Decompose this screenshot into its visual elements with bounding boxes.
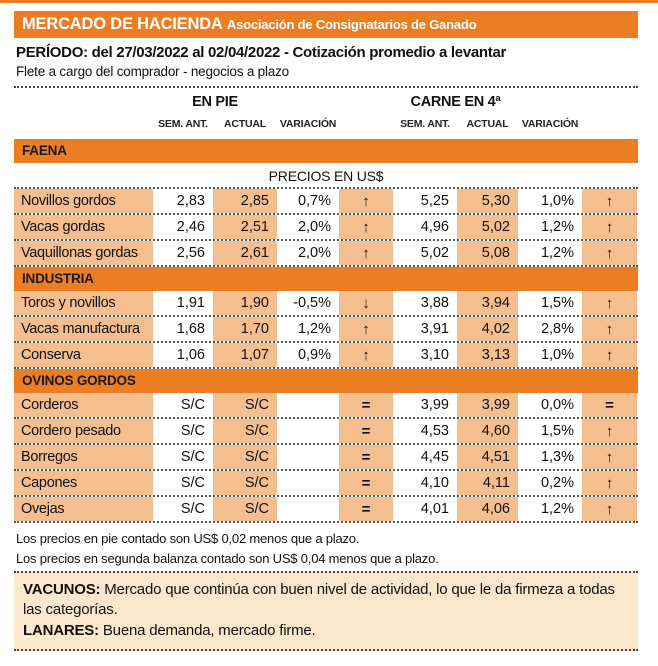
value-cell: 2,0%: [277, 215, 339, 239]
trend-indicator: ↑: [339, 189, 393, 213]
period-line: PERÍODO: del 27/03/2022 al 02/04/2022 - Cotización promedio a levantar: [16, 44, 507, 61]
trend-indicator: ↑: [582, 241, 637, 265]
trend-indicator: =: [339, 471, 393, 495]
summary-lanares: [23, 621, 629, 641]
value-cell: S/C: [153, 393, 213, 417]
value-cell: 0,2%: [518, 471, 582, 495]
value-cell: S/C: [153, 471, 213, 495]
summary-vacunos-text: Mercado que continúa con buen nivel de actividad, lo que le da firmeza a todas las categorías.: [23, 581, 615, 619]
value-cell: 0,9%: [277, 343, 339, 367]
value-cell: 1,0%: [518, 343, 582, 367]
column-headers: [14, 90, 638, 134]
table-row: [14, 241, 638, 267]
value-cell: S/C: [213, 497, 277, 521]
trend-indicator: =: [339, 393, 393, 417]
col-actual-2: ACTUAL: [466, 118, 509, 130]
trend-indicator: ↑: [582, 497, 637, 521]
value-cell: S/C: [213, 419, 277, 443]
trend-indicator: =: [339, 497, 393, 521]
value-cell: 1,06: [153, 343, 213, 367]
value-cell: 1,68: [153, 317, 213, 341]
value-cell: 4,11: [457, 471, 518, 495]
table-row: [14, 471, 638, 497]
value-cell: 4,60: [457, 419, 518, 443]
value-cell: S/C: [153, 419, 213, 443]
value-cell: S/C: [213, 471, 277, 495]
value-cell: 3,91: [393, 317, 457, 341]
value-cell: 4,02: [457, 317, 518, 341]
trend-indicator: ↑: [582, 215, 637, 239]
value-cell: [277, 445, 339, 469]
value-cell: 5,02: [393, 241, 457, 265]
market-summary: [14, 571, 638, 651]
trend-indicator: ↑: [339, 343, 393, 367]
value-cell: 3,94: [457, 291, 518, 315]
value-cell: 2,83: [153, 189, 213, 213]
table-row: [14, 291, 638, 317]
value-cell: 2,0%: [277, 241, 339, 265]
col-actual-1: ACTUAL: [224, 118, 266, 130]
row-label: Vaquillonas gordas: [14, 241, 153, 265]
summary-vacunos-label: VACUNOS:: [23, 581, 101, 598]
value-cell: 4,96: [393, 215, 457, 239]
trend-indicator: ↑: [582, 471, 637, 495]
footnote: Los precios en segunda balanza contado son US$ 0,04 menos que a plazo.: [16, 551, 439, 566]
footnote: Los precios en pie contado son US$ 0,02 menos que a plazo.: [16, 531, 360, 546]
value-cell: 1,70: [213, 317, 277, 341]
row-label: Novillos gordos: [14, 189, 153, 213]
value-cell: [277, 471, 339, 495]
value-cell: 4,10: [393, 471, 457, 495]
row-label: Conserva: [14, 343, 153, 367]
value-cell: 3,13: [457, 343, 518, 367]
row-label: Ovejas: [14, 497, 153, 521]
group-header-carne: CARNE EN 4ª: [410, 94, 501, 110]
trend-indicator: ↑: [339, 241, 393, 265]
value-cell: [277, 497, 339, 521]
summary-lanares-text: Buena demanda, mercado firme.: [98, 621, 316, 639]
separator: [14, 86, 638, 88]
value-cell: -0,5%: [277, 291, 339, 315]
table-row: [14, 215, 638, 241]
value-cell: 5,25: [393, 189, 457, 213]
summary-vacunos: [23, 580, 629, 621]
value-cell: 4,51: [457, 445, 518, 469]
trend-indicator: =: [339, 419, 393, 443]
value-cell: 1,2%: [518, 497, 582, 521]
market-report: [14, 0, 638, 651]
value-cell: 2,51: [213, 215, 277, 239]
price-unit-note: PRECIOS EN US$: [14, 163, 638, 189]
value-cell: 1,0%: [518, 189, 582, 213]
value-cell: S/C: [213, 445, 277, 469]
table-row: [14, 189, 638, 215]
value-cell: 2,61: [213, 241, 277, 265]
table-row: [14, 445, 638, 471]
value-cell: 1,2%: [277, 317, 339, 341]
value-cell: 0,7%: [277, 189, 339, 213]
row-label: Corderos: [14, 393, 153, 417]
page-subtitle: Asociación de Consignatarios de Ganado: [226, 17, 477, 32]
table-row: [14, 393, 638, 419]
value-cell: 4,45: [393, 445, 457, 469]
value-cell: S/C: [153, 497, 213, 521]
value-cell: 3,88: [393, 291, 457, 315]
group-header-en-pie: EN PIE: [192, 94, 238, 110]
section-header: FAENA: [14, 139, 638, 163]
value-cell: 5,02: [457, 215, 518, 239]
section-header: INDUSTRIA: [14, 267, 638, 291]
value-cell: 0,0%: [518, 393, 582, 417]
trend-indicator: =: [339, 445, 393, 469]
trend-indicator: ↑: [582, 317, 637, 341]
row-label: Borregos: [14, 445, 153, 469]
trend-indicator: ↑: [339, 317, 393, 341]
row-label: Vacas manufactura: [14, 317, 153, 341]
value-cell: 2,8%: [518, 317, 582, 341]
footnotes: [16, 531, 638, 566]
trend-indicator: ↑: [339, 215, 393, 239]
value-cell: 2,56: [153, 241, 213, 265]
shipping-note: Flete a cargo del comprador - negocios a plazo: [16, 64, 289, 79]
table-row: [14, 343, 638, 369]
value-cell: 1,5%: [518, 291, 582, 315]
value-cell: 2,46: [153, 215, 213, 239]
table-row: [14, 419, 638, 445]
value-cell: [277, 419, 339, 443]
table-row: [14, 317, 638, 343]
section-header: OVINOS GORDOS: [14, 369, 638, 393]
trend-indicator: ↑: [582, 189, 637, 213]
title-bar: [14, 11, 638, 38]
row-label: Capones: [14, 471, 153, 495]
row-label: Vacas gordas: [14, 215, 153, 239]
trend-indicator: ↓: [339, 291, 393, 315]
value-cell: [277, 393, 339, 417]
value-cell: 5,08: [457, 241, 518, 265]
col-sem-ant-1: SEM. ANT.: [158, 118, 208, 130]
value-cell: 1,90: [213, 291, 277, 315]
trend-indicator: ↑: [582, 445, 637, 469]
value-cell: 1,2%: [518, 215, 582, 239]
trend-indicator: ↑: [582, 343, 637, 367]
value-cell: 1,5%: [518, 419, 582, 443]
summary-lanares-label: LANARES:: [23, 621, 99, 639]
col-variacion-2: VARIACIÓN: [521, 118, 579, 130]
value-cell: 4,53: [393, 419, 457, 443]
trend-indicator: ↑: [582, 291, 637, 315]
trend-indicator: ↑: [582, 419, 637, 443]
value-cell: 1,07: [213, 343, 277, 367]
col-variacion-1: VARIACIÓN: [279, 118, 337, 130]
row-label: Toros y novillos: [14, 291, 153, 315]
value-cell: S/C: [213, 393, 277, 417]
table-row: [14, 497, 638, 523]
value-cell: 1,91: [153, 291, 213, 315]
value-cell: 2,85: [213, 189, 277, 213]
value-cell: 3,99: [457, 393, 518, 417]
col-sem-ant-2: SEM. ANT.: [400, 118, 450, 130]
row-label: Cordero pesado: [14, 419, 153, 443]
value-cell: 4,06: [457, 497, 518, 521]
value-cell: 1,2%: [518, 241, 582, 265]
value-cell: 3,10: [393, 343, 457, 367]
price-table-body: [14, 139, 638, 523]
value-cell: S/C: [153, 445, 213, 469]
value-cell: 3,99: [393, 393, 457, 417]
trend-indicator: =: [582, 393, 637, 417]
page-title: MERCADO DE HACIENDA: [22, 15, 223, 33]
value-cell: 1,3%: [518, 445, 582, 469]
value-cell: 5,30: [457, 189, 518, 213]
value-cell: 4,01: [393, 497, 457, 521]
